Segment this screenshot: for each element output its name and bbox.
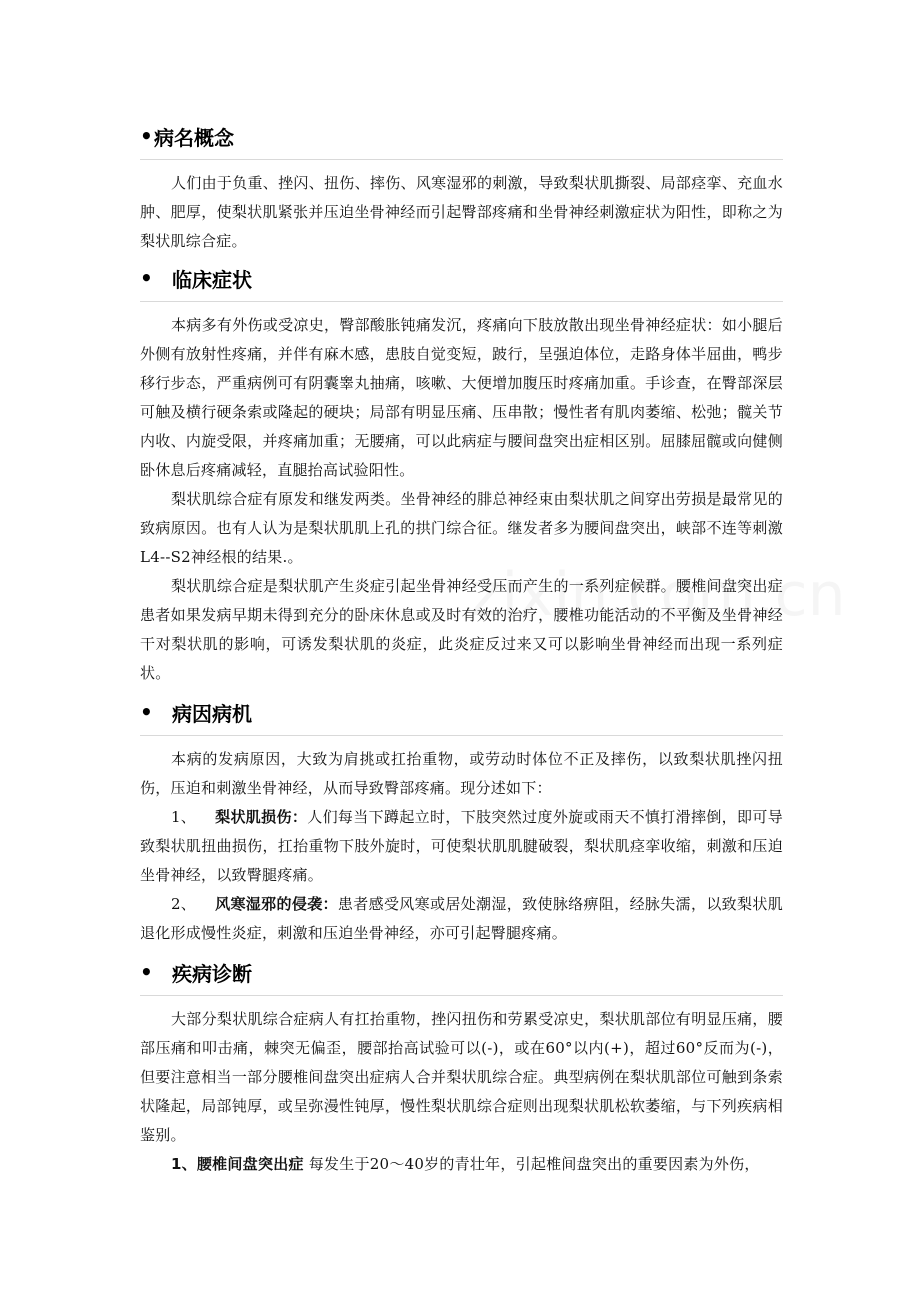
divider <box>140 735 783 736</box>
bullet-icon: • <box>140 266 153 290</box>
item-label: 梨状肌损伤： <box>215 808 308 826</box>
item-text: 每发生于20～40岁的青壮年，引起椎间盘突出的重要因素为外伤， <box>308 1155 760 1173</box>
item-text: 人们每当下蹲起立时，下肢突然过度外旋或雨天不慎打滑摔倒，即可导致梨状肌扭曲损伤，扛抬重物下肢外旋时，可使梨状肌肌腱破裂，梨状肌痉挛收缩，刺激和压迫坐骨神经，以致臀腿疼痛。 <box>140 808 783 884</box>
section-title: 病因病机 <box>172 701 252 726</box>
section-title: 临床症状 <box>172 267 252 292</box>
document-page <box>140 118 783 1179</box>
item-text: 患者感受风寒或居处潮湿，致使脉络痹阻，经脉失濡，以致梨状肌退化形成慢性炎症，刺激和压迫坐骨神经，亦可引起臀腿疼痛。 <box>140 895 783 942</box>
section-diagnosis <box>140 954 783 1179</box>
item-number: 1、 <box>171 808 197 826</box>
paragraph: 人们由于负重、挫闪、扭伤、摔伤、风寒湿邪的刺激，导致梨状肌撕裂、局部痉挛、充血水肿、肥厚，使梨状肌紧张并压迫坐骨神经而引起臀部疼痛和坐骨神经刺激症状为阳性，即称之为梨状肌综合症。 <box>140 174 783 250</box>
section-concept <box>140 118 783 256</box>
paragraph: 本病的发病原因，大致为肩挑或扛抬重物，或劳动时体位不正及摔伤，以致梨状肌挫闪扭伤，压迫和刺激坐骨神经，从而导致臀部疼痛。现分述如下： <box>140 750 783 797</box>
section-etiology <box>140 694 783 948</box>
divider <box>140 159 783 160</box>
section-heading <box>140 260 783 296</box>
section-heading <box>140 954 783 990</box>
paragraph: 本病多有外伤或受凉史，臀部酸胀钝痛发沉，疼痛向下肢放散出现坐骨神经症状：如小腿后外侧有放射性疼痛，并伴有麻木感，患肢自觉变短，跛行，呈强迫体位，走路身体半屈曲，鸭步移行步态，严重病例可有阴囊睾丸抽痛，咳嗽、大便增加腹压时疼痛加重。手诊查，在臀部深层可触及横行硬条索或隆起的硬块；局部有明显压痛、压串散；慢性者有肌肉萎缩、松弛；髋关节内收、内旋受限，并疼痛加重；无腰痛，可以此病症与腰间盘突出症相区别。屈膝屈髋或向健侧卧休息后疼痛减轻，直腿抬高试验阳性。 <box>140 316 783 479</box>
bullet-icon: • <box>140 124 153 148</box>
list-item <box>140 803 783 890</box>
section-title: 病名概念 <box>154 125 234 150</box>
section-symptoms <box>140 260 783 688</box>
section-heading <box>140 118 783 154</box>
paragraph: 梨状肌综合症有原发和继发两类。坐骨神经的腓总神经束由梨状肌之间穿出劳损是最常见的致病原因。也有人认为是梨状肌肌上孔的拱门综合征。继发者多为腰间盘突出，峡部不连等刺激L4--S2神经根的结果.。 <box>140 490 783 566</box>
item-number: 2、 <box>171 895 197 913</box>
section-title: 疾病诊断 <box>172 961 252 986</box>
divider <box>140 301 783 302</box>
list-item <box>140 890 783 948</box>
list-item <box>140 1150 783 1179</box>
bullet-icon: • <box>140 700 153 724</box>
bullet-icon: • <box>140 960 153 984</box>
item-label: 风寒湿邪的侵袭： <box>215 895 338 913</box>
paragraph: 梨状肌综合症是梨状肌产生炎症引起坐骨神经受压而产生的一系列症候群。腰椎间盘突出症患者如果发病早期未得到充分的卧床休息或及时有效的治疗，腰椎功能活动的不平衡及坐骨神经干对梨状肌的影响，可诱发梨状肌的炎症，此炎症反过来又可以影响坐骨神经而出现一系列症状。 <box>140 577 783 682</box>
section-heading <box>140 694 783 730</box>
item-label: 1、腰椎间盘突出症 <box>171 1155 304 1173</box>
divider <box>140 995 783 996</box>
paragraph: 大部分梨状肌综合症病人有扛抬重物，挫闪扭伤和劳累受凉史，梨状肌部位有明显压痛，腰部压痛和叩击痛，棘突无偏歪，腰部抬高试验可以(-)，或在60°以内(+)，超过60°反而为(-)，但要注意相当一部分腰椎间盘突出症病人合并梨状肌综合症。典型病例在梨状肌部位可触到条索状隆起，局部钝厚，或呈弥漫性钝厚，慢性梨状肌综合症则出现梨状肌松软萎缩，与下列疾病相鉴别。 <box>140 1010 783 1144</box>
